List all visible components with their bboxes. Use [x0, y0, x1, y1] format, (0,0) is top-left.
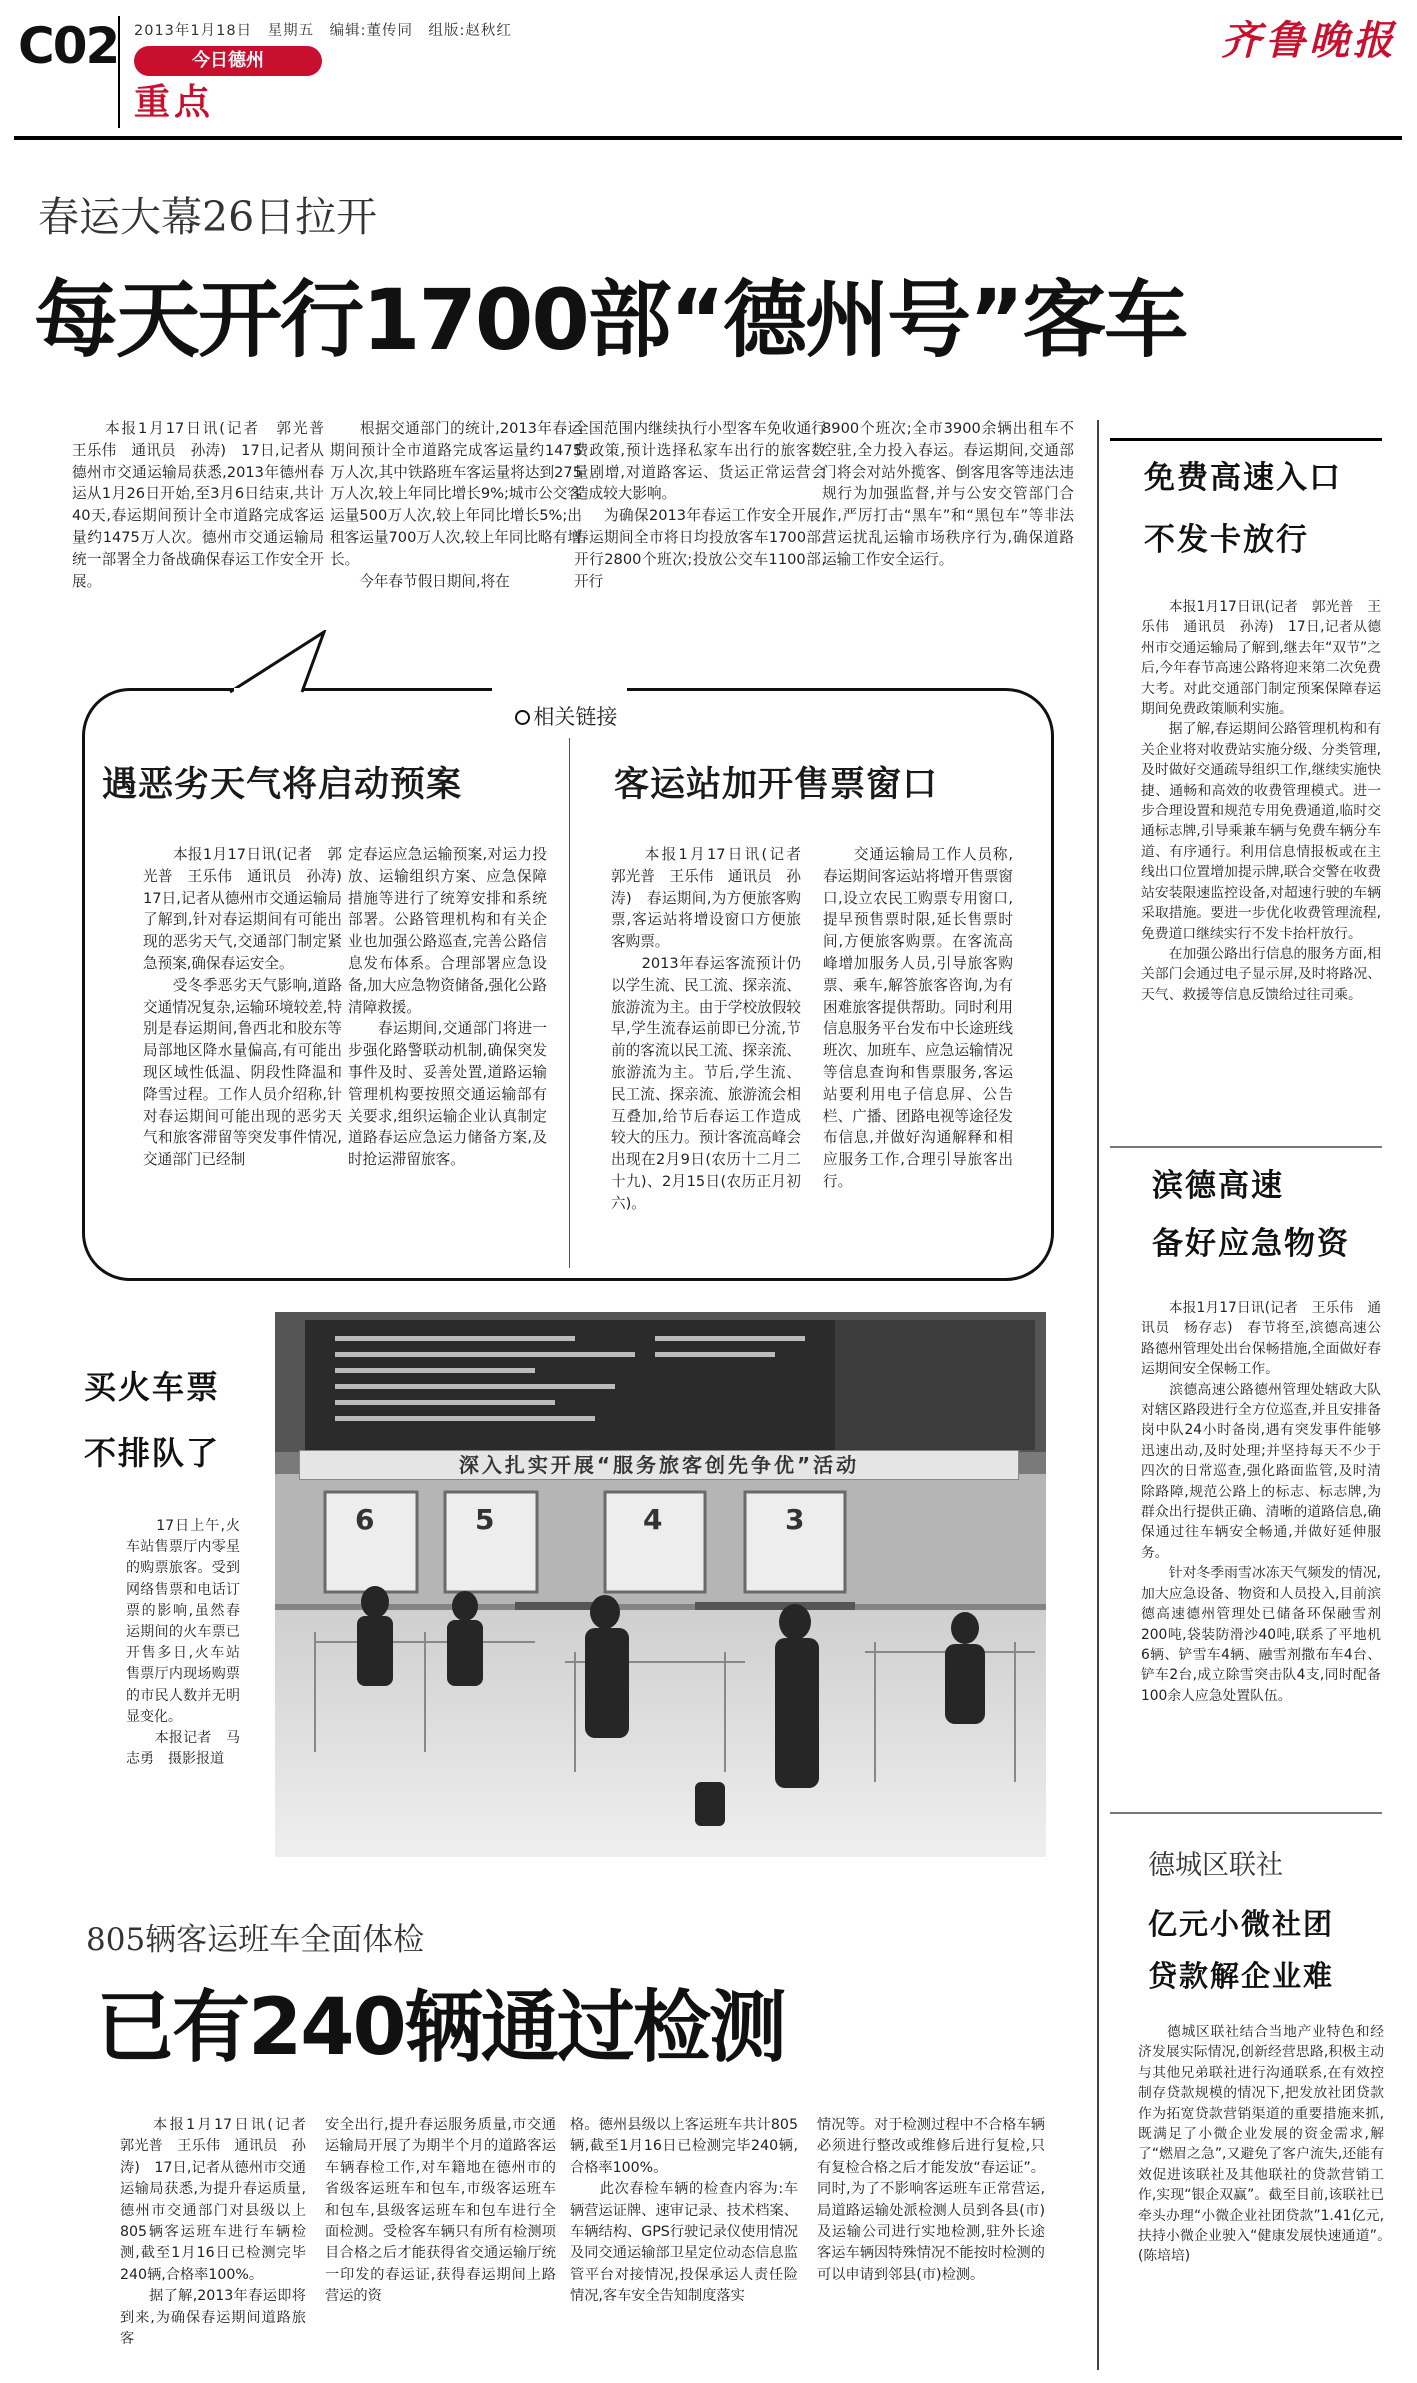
issue-meta: 2013年1月18日 星期五 编辑:董传同 组版:赵秋红 [134, 23, 512, 39]
window-number-4: 4 [643, 1503, 663, 1536]
link-right-col-1: 本报1月17日讯(记者 郭光普 王乐伟 通讯员 孙涛) 春运期间,为方便旅客购票,客运站将增设窗口方便旅客购票。 2013年春运客流预计仍以学生流、民工流、探亲流、旅游流为主。由于学校放假较早,学生流春运前即已分流,节前的客流以民工流、探亲流、旅游流为主。节后,学生流、民工流、探亲流、旅游流会相互叠加,给节后春运工作造成较大的压力。预计客流高峰会出现在2月9日(农历十二月二十九)、2月15日(农历正月初六)。 [611, 846, 801, 1212]
section-title: 重点 [134, 82, 215, 123]
window-number-5: 5 [475, 1503, 495, 1536]
link-left-col-1: 本报1月17日讯(记者 郭光普 王乐伟 通讯员 孙涛) 17日,记者从德州市交通运输局了解到,针对春运期间有可能出现的恶劣天气,交通部门制定紧急预案,确保春运安全。 受冬季恶劣天气影响,道路交通情况复杂,运输环境较差,特别是春运期间,鲁西北和胶东等局部地区降水量偏高,有可能出现区域性低温、阴段性降温和降雪过程。工作人员介绍称,针对春运期间可能出现的恶劣天气和旅客滞留等突发事件情况,交通部门已经制 [143, 846, 342, 1169]
link-right-title: 客运站加开售票窗口 [614, 765, 939, 805]
hall-banner: 深入扎实开展“服务旅客创先争优”活动 [299, 1450, 1019, 1480]
sidebar-rule-3 [1110, 1812, 1382, 1814]
bottom-col-4: 情况等。对于检测过程中不合格车辆必须进行整改或维修后进行复检,只有复检合格之后才能发放“春运证”。同时,为了不影响客运班车正常营运,局道路运输处派检测人员到各县(市)及运输公司进行实地检测,驻外长途客运车辆因特殊情况不能按时检测的可以申请到邻县(市)检测。 [817, 2117, 1045, 2283]
bottom-col-1: 本报1月17日讯(记者 郭光普 王乐伟 通讯员 孙涛) 17日,记者从德州市交通运输局获悉,为提升春运质量,德州市交通部门对县级以上805辆客运班车进行车辆检测,截至1月16日已检测完毕240辆,合格率100%。 据了解,2013年春运即将到来,为确保春运期间道路旅客 [120, 2117, 306, 2348]
side3-body: 德城区联社结合当地产业特色和经济发展实际情况,创新经营思路,积极主动与其他兄弟联社进行沟通联系,在有效控制存贷款规模的情况下,把发放社团贷款作为拓宽贷款营销渠道的重要措施来抓,既满足了小微企业发展的资金需求,解了“燃眉之急”,又避免了客户流失,还能有效促进该联社及其他联社的贷款营销工作,实现“银企双赢”。截至目前,该联社已牵头办理“小微企业社团贷款”1.41亿元,扶持小微企业驶入“健康发展快速通道”。 (陈培培) [1138, 2024, 1384, 2265]
related-links-label: 相关链接 [492, 678, 627, 730]
bottom-col-3: 格。德州县级以上客运班车共计805辆,截至1月16日已检测完毕240辆,合格率100%。 此次春检车辆的检查内容为:车辆营运证牌、速审记录、技术档案、车辆结构、GPS行驶记录仪使用情况及同交通运输部卫星定位动态信息监管平台对接情况,投保承运人责任险情况,客车安全告知制度落实 [570, 2117, 798, 2305]
link-left-title: 遇恶劣天气将启动预案 [102, 765, 463, 805]
side3-title-line1: 亿元小微社团 [1148, 1907, 1335, 1941]
circle-bullet-icon [515, 710, 530, 725]
lead-subhead: 春运大幕26日拉开 [38, 193, 378, 241]
window-number-6: 6 [355, 1503, 375, 1536]
sidebar-divider [1097, 420, 1099, 2370]
lead-col-1: 本报1月17日讯(记者 郭光普 王乐伟 通讯员 孙涛) 17日,记者从德州市交通运输局获悉,2013年德州春运从1月26日开始,至3月6日结束,共计40天,春运期间预计全市道路完成客运量约1475万人次。德州市交通运输局统一部署全力备战确保春运工作安全开展。 [72, 420, 324, 590]
lead-headline: 每天开行1700部“德州号”客车 [34, 271, 1187, 369]
side2-body: 本报1月17日讯(记者 王乐伟 通讯员 杨存志) 春节将至,滨德高速公路德州管理处出台保畅措施,全面做好春运期间安全保畅工作。 滨德高速公路德州管理处辖政大队对辖区路段进行全方位巡查,并且安排备岗中队24小时备岗,遇有突发事件能够迅速出动,及时处理;并坚持每天不少于四次的日常巡查,强化路面监管,及时清除路障,规范公路上的标志、标志牌,为群众出行提供正确、清晰的道路信息,确保通过往车辆安全畅通,并做好延伸服务。 针对冬季雨雪冰冻天气频发的情况,加大应急设备、物资和人员投入,目前滨德高速德州管理处已储备环保融雪剂200吨,袋装防滑沙40吨,联系了平地机6辆、铲雪车4辆、融雪剂撒布车4台、铲车2台,成立除雪突击队4支,同时配备100余人应急处置队伍。 [1141, 1300, 1381, 1704]
lead-col-4: 8900个班次;全市3900余辆出租车不空驻,全力投入春运。春运期间,交通部门将会对站外揽客、倒客甩客等违法违规行为加强监督,并与公安交管部门合作,严厉打击“黑车”和“黑包车”等非法营运扰乱运输市场秩序行为,确保道路运输工作安全运行。 [822, 420, 1074, 568]
link-right-col-2: 交通运输局工作人员称,春运期间客运站将增开售票窗口,设立农民工购票专用窗口,提早预售票时限,延长售票时间,方便旅客购票。在客流高峰增加服务人员,引导旅客购票、乘车,解答旅客咨询,为有困难旅客提供帮助。同时利用信息服务平台发布中长途班线班次、加班车、应急运输情况等信息查询和售票服务,客运站要利用电子信息屏、公告栏、广播、团路电视等途径发布信息,并做好沟通解释和相应服务工作,合理引导旅客出行。 [823, 846, 1013, 1190]
lead-col-3: 全国范围内继续执行小型客车免收通行费政策,预计选择私家车出行的旅客数量剧增,对道路客运、货运正常运营会造成较大影响。 为确保2013年春运工作安全开展,春运期间全市将日均投放客车1700部,开行2800个班次;投放公交车1100部,开行 [574, 420, 826, 590]
side3-title-line2: 贷款解企业难 [1148, 1959, 1335, 1993]
side1-title-line2: 不发卡放行 [1144, 522, 1309, 558]
links-divider [569, 738, 570, 1268]
link-left-col-2: 定春运应急运输预案,对运力投放、运输组织方案、应急保障措施等进行了统筹安排和系统部署。公路管理机构和有关企业也加强公路巡查,完善公路信息发布体系。合理部署应急设备,加大应急物资储备,强化公路清障救援。 春运期间,交通部门将进一步强化路警联动机制,确保突发事件及时、妥善处置,道路运输管理机构要按照交通运输部有关要求,组织运输企业认真制定道路春运应急运力储备方案,及时抢运滞留旅客。 [348, 846, 547, 1169]
bubble-tail [220, 630, 340, 694]
photo-caption: 17日上午,火车站售票厅内零星的购票旅客。受到网络售票和电话订票的影响,虽然春运期间的火车票已开售多日,火车站售票厅内现场购票的市民人数并无明显变化。 本报记者 马志勇 摄影报道 [126, 1518, 240, 1768]
lead-col-2: 根据交通部门的统计,2013年春运期间预计全市道路完成客运量约1475万人次,其中铁路班车客运量将达到275万人次,较上年同比增长9%;城市公交客运量500万人次,较上年同比增长5%;出租客运量700万人次,较上年同比略有增长。 今年春节假日期间,将在 [330, 420, 582, 590]
page-number: C02 [18, 17, 119, 75]
side3-kicker: 德城区联社 [1148, 1850, 1283, 1881]
bottom-subhead: 805辆客运班车全面体检 [86, 1922, 425, 1958]
side1-body: 本报1月17日讯(记者 郭光普 王乐伟 通讯员 孙涛) 17日,记者从德州市交通运输局了解到,继去年“双节”之后,今年春节高速公路将迎来第二次免费大考。对此交通部门制定预案保障春运期间免费政策顺利实施。 据了解,春运期间公路管理机构和有关企业将对收费站实施分级、分类管理,及时做好交通疏导组织工作,继续实施快捷、通畅和高效的收费管理模式。进一步合理设置和规范专用免费通道,临时交通标志牌,引导乘兼车辆与免费车辆分车道、有序通行。利用信息情报板或在主线出口位置增加提示牌,联合交警在收费站安装限速监控设备,对超速行驶的车辆采取措施。要进一步优化收费管理流程,免费道口继续实行不发卡抬杆放行。 在加强公路出行信息的服务方面,相关部门会通过电子显示屏,及时将路况、天气、救援等信息反馈给过往司乘。 [1141, 599, 1381, 1003]
side1-title-line1: 免费高速入口 [1144, 460, 1342, 496]
side2-title-line2: 备好应急物资 [1152, 1226, 1350, 1262]
side2-title-line1: 滨德高速 [1152, 1168, 1284, 1204]
ticket-hall-photo [275, 1312, 1046, 1857]
photo-caption-title: 买火车票 不排队了 [84, 1368, 255, 1472]
header-rule [14, 136, 1402, 140]
window-number-3: 3 [785, 1503, 805, 1536]
newspaper-logo: 齐鲁晚报 [1221, 17, 1397, 64]
bottom-col-2: 安全出行,提升春运服务质量,市交通运输局开展了为期半个月的道路客运车辆春检工作,对车籍地在德州市的省级客运班车和包车,市级客运班车和包车,县级客运班车和包车进行全面检测。受检客车辆只有所有检测项目合格之后才能获得省交通运输厅统一印发的春运证,获得春运期间上路营运的资 [325, 2117, 556, 2305]
section-tag: 今日德州 [134, 46, 322, 76]
bottom-headline: 已有240辆通过检测 [96, 1983, 785, 2073]
header-divider [118, 16, 120, 128]
sidebar-rule-2 [1110, 1146, 1382, 1148]
sidebar-rule-1 [1110, 438, 1382, 441]
